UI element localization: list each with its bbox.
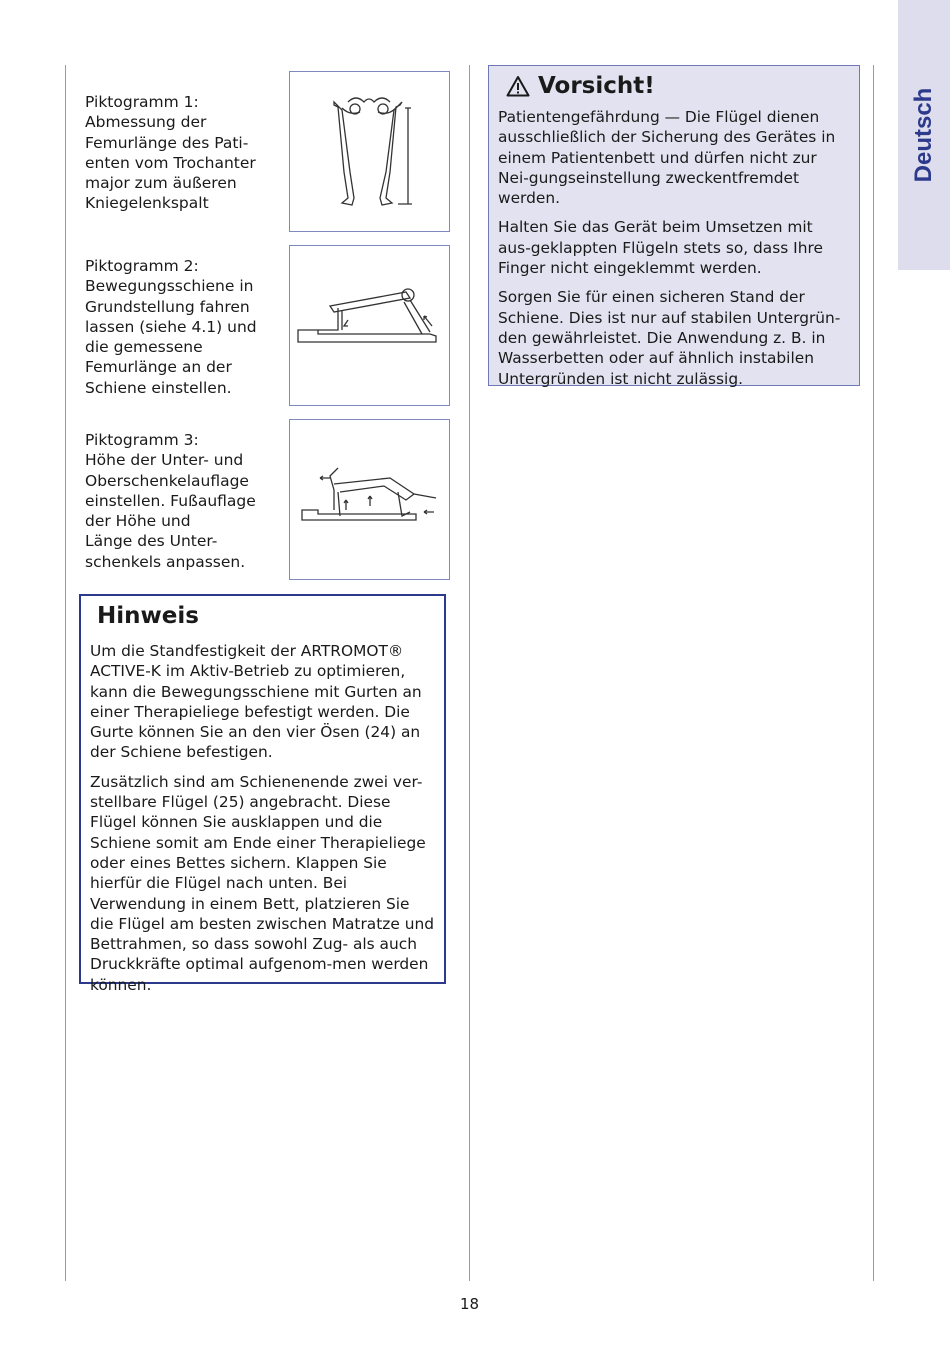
vorsicht-paragraph-1: Patientengefährdung — Die Flügel dienen ausschließlich der Sicherung des Gerätes in einem Patientenbett und dürfen nicht zur Nei-gungseinstellung zweckentfremdet werden. <box>498 108 836 208</box>
pictogram-2-frame <box>289 245 450 406</box>
language-tab-label: Deutsch <box>910 87 937 183</box>
femur-measurement-icon <box>290 72 449 231</box>
hinweis-box <box>79 594 446 994</box>
right-margin-line <box>873 65 874 1281</box>
splint-basic-position-icon <box>290 246 449 405</box>
splint-adjustment-icon <box>290 420 449 579</box>
vorsicht-paragraph-3: Sorgen Sie für einen sicheren Stand der Schiene. Dies ist nur auf stabilen Untergrün-den gewährleistet. Die Anwendung z. B. in Wasserbetten oder auf ähnlich instabilen Untergründen ist nicht zulässig. <box>498 288 841 388</box>
pictogram-2-text: Piktogramm 2: Bewegungsschiene in Grundstellung fahren lassen (siehe 4.1) und die gemessene Femurlänge an der Schiene einstellen. <box>85 257 257 397</box>
pictogram-1-text: Piktogramm 1: Abmessung der Femurlänge des Pati- enten vom Trochanter major zum äußeren Kniegelenkspalt <box>85 93 256 213</box>
hinweis-paragraph-2: Zusätzlich sind am Schienenende zwei ver-stellbare Flügel (25) angebracht. Diese Flügel können Sie ausklappen und die Schiene somit am Ende einer Therapieliege oder eines Bettes sichern. Klappen Sie hierfür die Flügel nach unten. Bei Verwendung in einem Bett, platzieren Sie die Flügel am besten zwischen Matratze und Bettrahmen, so dass sowohl Zug- als auch Druckkräfte optimal aufgenom-men werden können. <box>90 772 434 994</box>
vorsicht-title: Vorsicht! <box>538 73 655 99</box>
pictogram-3-frame <box>289 419 450 580</box>
pictogram-1-frame <box>289 71 450 232</box>
page-number: 18 <box>460 1295 480 1313</box>
vorsicht-box <box>488 65 860 386</box>
warning-triangle-icon <box>506 75 530 97</box>
vorsicht-heading <box>506 70 849 102</box>
hinweis-paragraph-1: Um die Standfestigkeit der ARTROMOT® ACTIVE-K im Aktiv-Betrieb zu optimieren, kann die Bewegungsschiene mit Gurten an einer Therapieliege befestigt werden. Die Gurte können Sie an den vier Ösen (24) an der Schiene befestigen. <box>90 642 422 762</box>
language-tab <box>898 0 950 270</box>
left-margin-line <box>65 65 66 1281</box>
vorsicht-paragraph-2: Halten Sie das Gerät beim Umsetzen mit aus-geklappten Flügeln stets so, dass Ihre Finger nicht eingeklemmt werden. <box>498 218 823 278</box>
hinweis-title: Hinweis <box>97 603 199 629</box>
column-divider-line <box>469 65 470 1281</box>
pictogram-3-text: Piktogramm 3: Höhe der Unter- und Oberschenkelauflage einstellen. Fußauflage der Höhe und Länge des Unter- schenkels anpassen. <box>85 431 256 571</box>
